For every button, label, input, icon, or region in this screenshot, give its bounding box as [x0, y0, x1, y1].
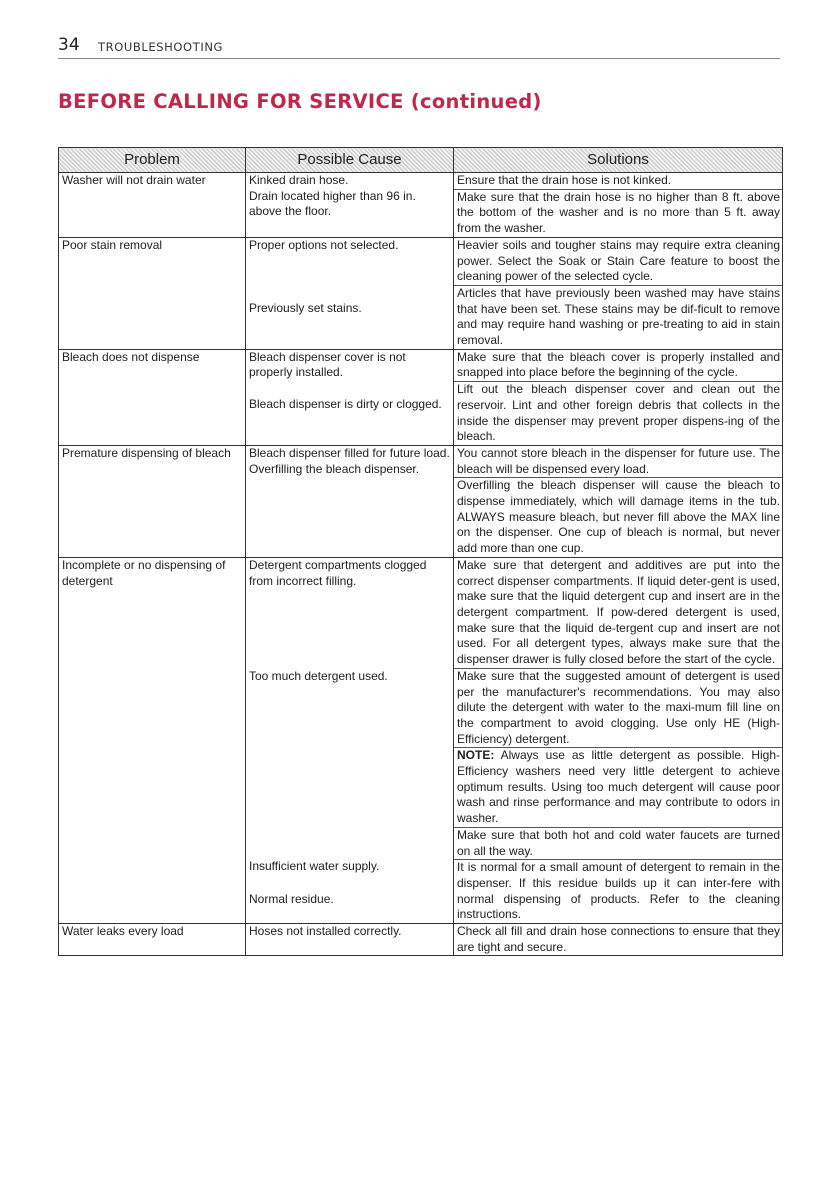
cause-cell: [246, 349, 454, 445]
solution-cell: [454, 557, 783, 923]
cause-cell: [246, 173, 454, 238]
cause-text: Detergent compartments clogged from incorrect filling.: [249, 557, 427, 588]
solution-text: Make sure that both hot and cold water faucets are turned on all the way.: [454, 827, 782, 859]
problem-cell: [59, 557, 246, 923]
column-header-problem: Problem: [59, 148, 246, 173]
table-header-row: [59, 148, 783, 173]
problem-text: Poor stain removal: [62, 237, 163, 252]
solution-cell: [454, 349, 783, 445]
cause-text: Too much detergent used.: [249, 669, 388, 684]
cause-text: Previously set stains.: [249, 300, 362, 315]
troubleshooting-table: [58, 147, 783, 956]
solution-text: Make sure that detergent and additives are put into the correct dispenser compartments. If liquid deter-gent is used, make sure that the liquid detergent cup and insert are in the detergent compartment. If pow-dered detergent is used, make sure that the liquid de-tergent cup and insert are not used. For all detergent types, always make sure that the dispenser drawer is fully closed before the start of the cycle.: [457, 557, 780, 667]
page-title: BEFORE CALLING FOR SERVICE (continued): [58, 90, 542, 113]
cause-text: Insufficient water supply.: [249, 858, 380, 873]
note-paragraph: [454, 747, 782, 827]
cause-text: Normal residue.: [249, 891, 334, 906]
column-header-cause: Possible Cause: [246, 148, 454, 173]
column-header-solutions: Solutions: [454, 148, 783, 173]
note-label: NOTE:: [457, 748, 495, 763]
page-header: [58, 34, 780, 59]
solution-cell: [454, 445, 783, 557]
problem-cell: [59, 173, 246, 238]
problem-cell: [59, 237, 246, 349]
cause-text: Drain located higher than 96 in. above the floor.: [249, 188, 416, 219]
cause-text: Bleach dispenser cover is not properly installed.: [249, 349, 406, 380]
table-row: [59, 557, 783, 923]
cause-text: Hoses not installed correctly.: [249, 924, 402, 939]
problem-cell: [59, 445, 246, 557]
solution-text: Articles that have previously been washed may have stains that have been set. These stains may be dif-ficult to remove and may require hand washing or pre-treating to aid in stain removal.: [454, 285, 782, 349]
problem-text: Washer will not drain water: [62, 173, 206, 187]
solution-text: It is normal for a small amount of detergent to remain in the dispenser. If this residue builds up it can inter-fere with normal dispensing of products. Refer to the cleaning instructions.: [454, 859, 782, 923]
cause-text: Bleach dispenser is dirty or clogged.: [249, 397, 442, 412]
solution-text: You cannot store bleach in the dispenser for future use. The bleach will be dispensed every load.: [457, 445, 780, 476]
problem-text: Incomplete or no dispensing of detergent: [62, 557, 226, 588]
problem-text: Water leaks every load: [62, 924, 184, 939]
problem-cell: [59, 349, 246, 445]
problem-cell: [59, 924, 246, 956]
table-row: [59, 237, 783, 349]
solution-text: Make sure that the suggested amount of detergent is used per the manufacturer's recommendations. You may also dilute the detergent with water to the maxi-mum fill line on the compartment to avoid clogging. Use only HE (High- Efficiency) detergent.: [454, 668, 782, 748]
cause-cell: [246, 924, 454, 956]
cause-text: Kinked drain hose.: [249, 173, 349, 187]
solution-cell: [454, 237, 783, 349]
table-row: [59, 445, 783, 557]
solution-text: Make sure that the bleach cover is properly installed and snapped into place before the beginning of the cycle.: [457, 349, 780, 380]
table-row: [59, 924, 783, 956]
solution-text: Lift out the bleach dispenser cover and clean out the reservoir. Lint and other foreign debris that collects in the inside the dispenser may prevent proper dispens-ing of the bleach.: [454, 381, 782, 445]
problem-text: Premature dispensing of bleach: [62, 445, 231, 460]
cause-text: Proper options not selected.: [249, 237, 399, 252]
cause-cell: [246, 557, 454, 923]
note-text: Always use as little detergent as possible. High-Efficiency washers need very little detergent to achieve optimum results. Using too much detergent will cause poor wash and rinse performance and may contribute to odors in washer.: [457, 748, 780, 826]
cause-cell: [246, 237, 454, 349]
solution-text: Check all fill and drain hose connections to ensure that they are tight and secure.: [457, 924, 780, 954]
section-label: TROUBLESHOOTING: [98, 40, 224, 54]
solution-text: Make sure that the drain hose is no higher than 8 ft. above the bottom of the washer and is no more than 5 ft. away from the washer.: [454, 189, 782, 237]
cause-text: Bleach dispenser filled for future load.: [249, 445, 450, 460]
solution-text: Overfilling the bleach dispenser will cause the bleach to dispense immediately, which will damage items in the tub. ALWAYS measure bleach, but never fill above the MAX line on the dispenser. One cup of bleach is normal, but never add more than one cup.: [454, 477, 782, 557]
solution-text: Heavier soils and tougher stains may require extra cleaning power. Select the Soak or Stain Care feature to boost the cleaning power of the selected cycle.: [457, 237, 780, 284]
solution-cell: [454, 924, 783, 956]
cause-text: Overfilling the bleach dispenser.: [249, 461, 420, 476]
solution-cell: [454, 173, 783, 238]
solution-text: Ensure that the drain hose is not kinked.: [457, 173, 672, 187]
table-row: [59, 349, 783, 445]
cause-cell: [246, 445, 454, 557]
page-number: 34: [58, 35, 80, 55]
table-row: [59, 173, 783, 238]
problem-text: Bleach does not dispense: [62, 349, 200, 364]
